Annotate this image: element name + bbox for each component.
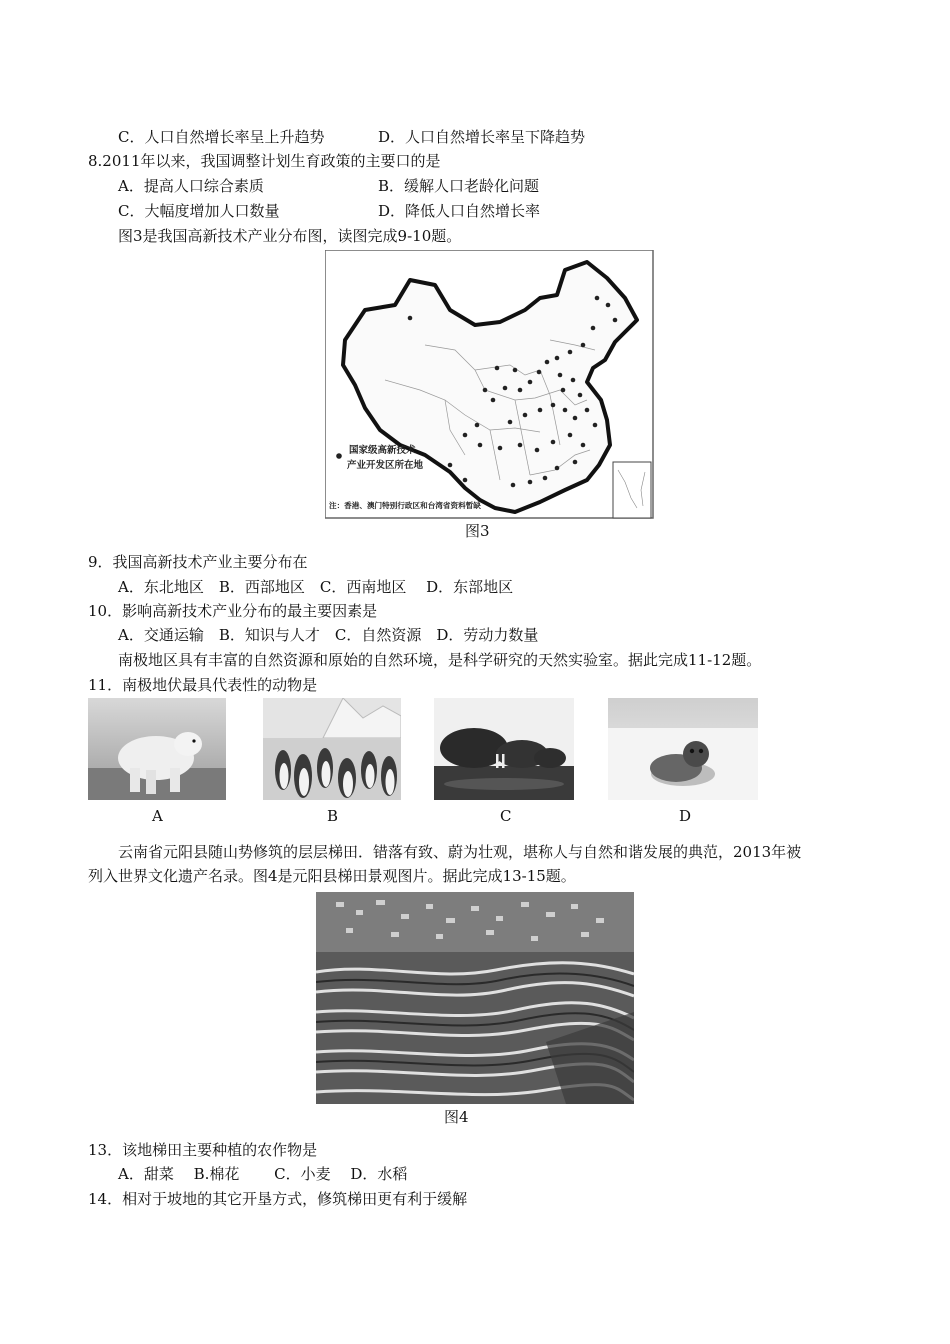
photo-a-polar-bear <box>88 698 226 800</box>
q10-options: A．交通运输 B．知识与人才 C．自然资源 D．劳动力数量 <box>118 626 539 644</box>
q9-stem: 9．我国高新技术产业主要分布在 <box>88 553 308 571</box>
q10-stem: 10．影响高新技术产业分布的最主要因素是 <box>88 602 378 620</box>
q8-option-c: C．大幅度增加人口数量 <box>118 202 280 220</box>
q11-stem: 11．南极地伏最具代表性的动物是 <box>88 676 318 694</box>
intro-terraces-line1: 云南省元阳县随山势修筑的层层梯田．错落有致、蔚为壮观，堪称人与自然和谐发展的典范，2013年被 <box>118 843 802 861</box>
q13-options: A．甜菜 B.棉花 C．小麦 D．水稻 <box>118 1165 408 1183</box>
q13-stem: 13．该地梯田主要种植的农作物是 <box>88 1141 318 1159</box>
intro-terraces-line2: 列入世界文化遗产名录。图4是元阳县梯田景观图片。据此完成13-15题。 <box>88 867 576 885</box>
q8-option-d: D．降低人口自然增长率 <box>378 202 541 220</box>
figure4-terraces-photo <box>316 892 634 1132</box>
figure3-china-map <box>325 250 655 540</box>
q7-option-c: C．人口自然增长率呈上升趋势 <box>118 128 325 146</box>
photo-b-penguins <box>263 698 401 800</box>
south-china-sea-inset <box>613 462 651 518</box>
q14-stem: 14．相对于坡地的其它开垦方式，修筑梯田更有利于缓解 <box>88 1190 468 1208</box>
photo-d-seal <box>608 698 758 800</box>
figure3-caption: 图3 <box>465 522 490 540</box>
photo-label-a: A <box>152 807 163 825</box>
photo-c-walruses <box>434 698 574 800</box>
q9-options: A．东北地区 B．西部地区 C．西南地区 D．东部地区 <box>118 578 514 596</box>
figure4-caption: 图4 <box>444 1108 469 1126</box>
q8-option-a: A．提高人口综合素质 <box>118 177 264 195</box>
intro-antarctica: 南极地区具有丰富的自然资源和原始的自然环境，是科学研究的天然实验室。据此完成11-12题。 <box>118 651 762 669</box>
photo-label-b: B <box>327 807 339 825</box>
q7-option-d: D．人口自然增长率呈下降趋势 <box>378 128 586 146</box>
intro-figure3: 图3是我国高新技术产业分布图，读图完成9-10题。 <box>118 227 462 245</box>
photo-label-d: D <box>679 807 692 825</box>
china-map-svg <box>325 250 655 540</box>
q8-option-b: B．缓解人口老龄化问题 <box>378 177 540 195</box>
q8-stem: 8.2011年以来，我国调整计划生育政策的主要口的是 <box>88 152 441 170</box>
map-note: 注：香港、澳门特别行政区和台湾省资料暂缺 <box>329 501 481 510</box>
legend-text-2: 产业开发区所在地 <box>347 460 424 471</box>
legend-dot-icon <box>336 453 342 459</box>
photo-label-c: C <box>500 807 512 825</box>
legend-text-1: 国家级高新技术 <box>349 445 416 456</box>
